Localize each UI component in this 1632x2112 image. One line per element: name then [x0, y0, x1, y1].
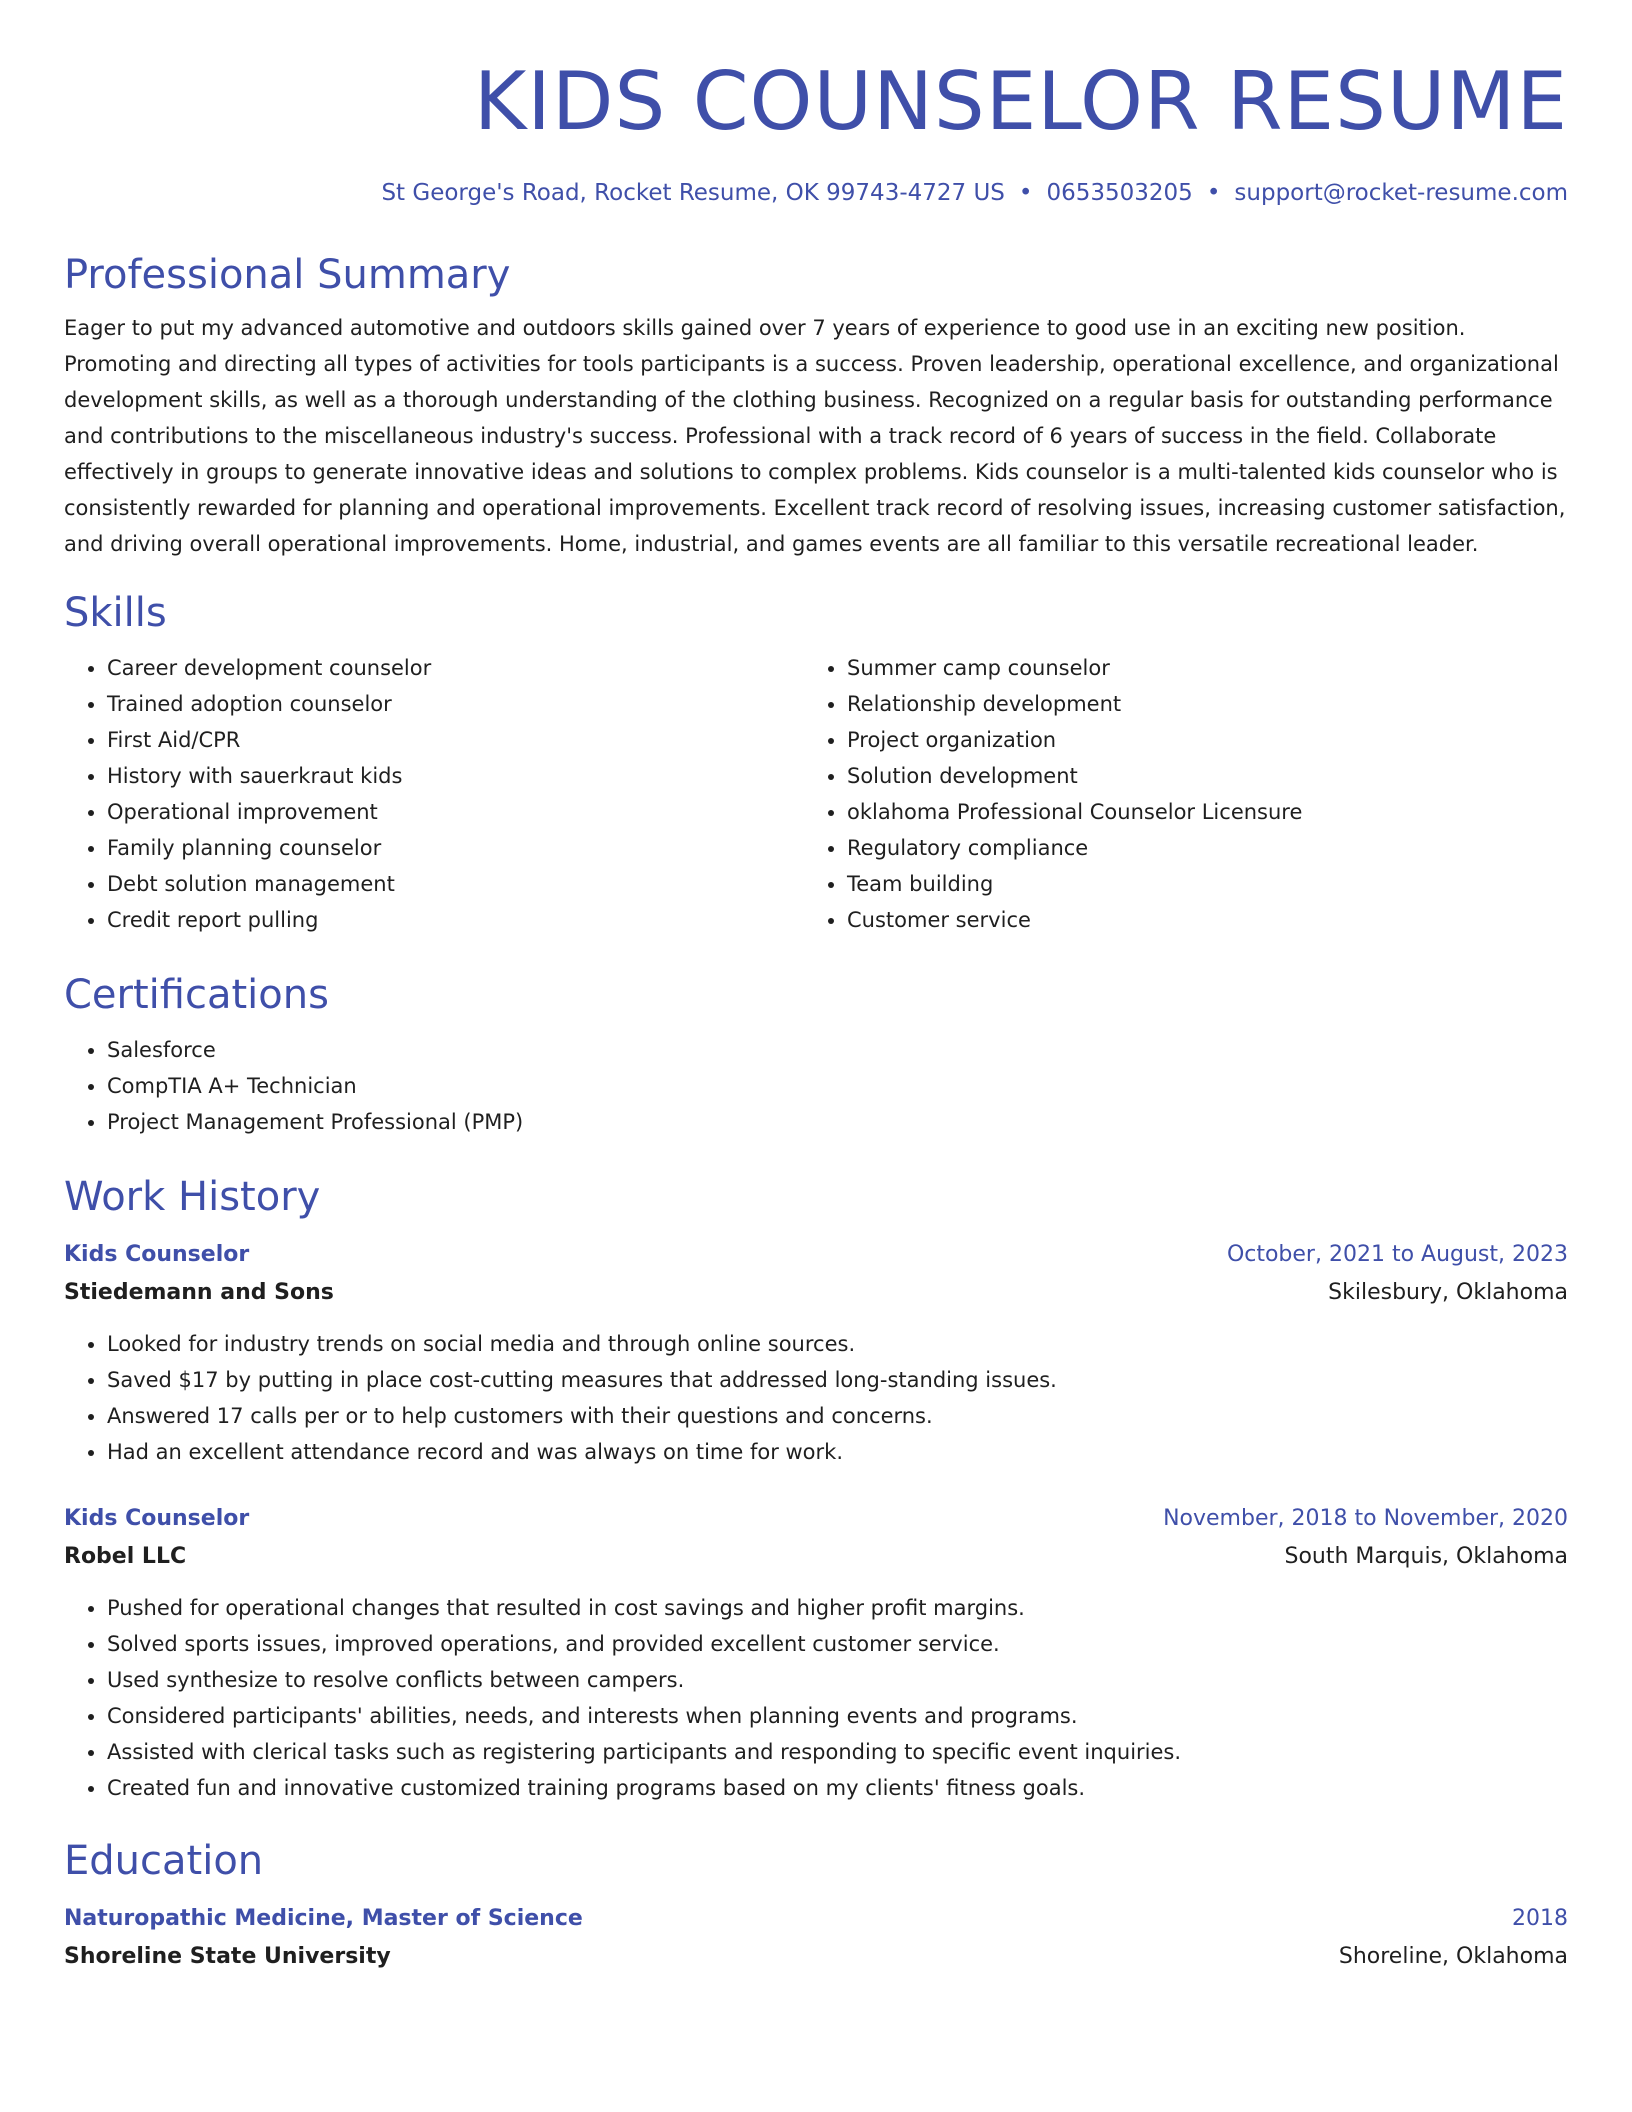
section-heading: Professional Summary	[64, 252, 511, 298]
contact-separator: •	[1206, 180, 1221, 206]
contact-separator: •	[1018, 180, 1033, 206]
list-item: • Pushed for operational changes that resulted in cost savings and higher profit margins.	[107, 1590, 1568, 1626]
summary-text: Eager to put my advanced automotive and outdoors skills gained over 7 years of experience to good use in an exciting new position. Promoting and directing all types of activities for tools participants is a success. Proven leadership, operational excellence, and organizational development skills, as well as a thorough understanding of the clothing business. Recognized on a regular basis for outstanding performance and contributions to the miscellaneous industry's success. Professional with a track record of 6 years of success in the field. Collaborate effectively in groups to generate innovative ideas and solutions to complex problems. Kids counselor is a multi-talented kids counselor who is consistently rewarded for planning and operational improvements. Excellent track record of resolving issues, increasing customer satisfaction, and driving overall operational improvements. Home, industrial, and games events are all familiar to this versatile recreational leader.	[64, 316, 1566, 556]
list-item: • Had an excellent attendance record and was always on time for work.	[107, 1434, 1568, 1470]
job-company-row	[64, 1538, 1568, 1576]
education-school: Shoreline State University	[64, 1944, 391, 1969]
list-item: • Saved $17 by putting in place cost-cutting measures that addressed long-standing issues.	[107, 1362, 1568, 1398]
education-degree-row	[64, 1900, 1568, 1938]
list-item: • CompTIA A+ Technician	[107, 1068, 1568, 1104]
list-item: • Project Management Professional (PMP)	[107, 1104, 1568, 1140]
list-item: • Looked for industry trends on social media and through online sources.	[107, 1326, 1568, 1362]
contact-line	[64, 178, 1568, 208]
education-school-row	[64, 1938, 1568, 1976]
job-title: Kids Counselor	[64, 1242, 250, 1267]
job-company-row	[64, 1274, 1568, 1312]
skills-section	[64, 588, 1568, 938]
list-item: • Trained adoption counselor	[107, 686, 804, 722]
list-item: • Project organization	[847, 722, 1544, 758]
certifications-section	[64, 970, 1568, 1140]
list-item: • Considered participants' abilities, needs, and interests when planning events and programs.	[107, 1698, 1568, 1734]
list-item: • Answered 17 calls per or to help customers with their questions and concerns.	[107, 1398, 1568, 1434]
list-item: • Relationship development	[847, 686, 1544, 722]
professional-summary-section	[64, 250, 1568, 562]
education-location: Shoreline, Oklahoma	[1338, 1944, 1568, 1969]
work-history-section	[64, 1172, 1568, 1806]
section-heading: Certifications	[64, 972, 329, 1018]
job-title: Kids Counselor	[64, 1506, 250, 1531]
list-item: • Solved sports issues, improved operations, and provided excellent customer service.	[107, 1626, 1568, 1662]
list-item: • Debt solution management	[107, 866, 804, 902]
skills-column-left	[64, 650, 804, 938]
list-item: • First Aid/CPR	[107, 722, 804, 758]
job-location: South Marquis, Oklahoma	[1284, 1544, 1568, 1569]
list-item: • Summer camp counselor	[847, 650, 1544, 686]
skills-list	[804, 650, 1544, 938]
job-dates: November, 2018 to November, 2020	[1163, 1506, 1568, 1531]
contact-phone: 0653503205	[1046, 180, 1193, 206]
list-item: • Family planning counselor	[107, 830, 804, 866]
section-heading: Skills	[64, 590, 167, 636]
job-entry	[64, 1236, 1568, 1470]
list-item: • Credit report pulling	[107, 902, 804, 938]
skills-list	[64, 650, 804, 938]
education-year: 2018	[1512, 1906, 1568, 1931]
list-item: • Used synthesize to resolve conflicts between campers.	[107, 1662, 1568, 1698]
list-item: • Team building	[847, 866, 1544, 902]
list-item: • History with sauerkraut kids	[107, 758, 804, 794]
list-item: • Solution development	[847, 758, 1544, 794]
education-degree: Naturopathic Medicine, Master of Science	[64, 1906, 583, 1931]
skills-grid	[64, 650, 1568, 938]
job-company: Stiedemann and Sons	[64, 1280, 334, 1305]
job-location: Skilesbury, Oklahoma	[1328, 1280, 1568, 1305]
list-item: • Operational improvement	[107, 794, 804, 830]
job-title-row	[64, 1236, 1568, 1274]
list-item: • Assisted with clerical tasks such as registering participants and responding to specific event inquiries.	[107, 1734, 1568, 1770]
education-section	[64, 1836, 1568, 1976]
section-heading: Education	[64, 1838, 264, 1884]
job-dates: October, 2021 to August, 2023	[1226, 1242, 1568, 1267]
contact-email: support@rocket-resume.com	[1234, 180, 1568, 206]
list-item: • Customer service	[847, 902, 1544, 938]
job-bullets	[64, 1590, 1568, 1806]
skills-column-right	[804, 650, 1544, 938]
resume-header	[64, 52, 1568, 208]
list-item: • Created fun and innovative customized training programs based on my clients' fitness goals.	[107, 1770, 1568, 1806]
job-company: Robel LLC	[64, 1544, 187, 1569]
list-item: • oklahoma Professional Counselor Licensure	[847, 794, 1544, 830]
list-item: • Regulatory compliance	[847, 830, 1544, 866]
job-entry	[64, 1500, 1568, 1806]
resume-title: KIDS COUNSELOR RESUME	[473, 55, 1568, 148]
section-heading: Work History	[64, 1174, 321, 1220]
certifications-list	[64, 1032, 1568, 1140]
education-entry	[64, 1900, 1568, 1976]
job-bullets	[64, 1326, 1568, 1470]
job-title-row	[64, 1500, 1568, 1538]
list-item: • Career development counselor	[107, 650, 804, 686]
contact-address: St George's Road, Rocket Resume, OK 99743-4727 US	[381, 180, 1005, 206]
list-item: • Salesforce	[107, 1032, 1568, 1068]
